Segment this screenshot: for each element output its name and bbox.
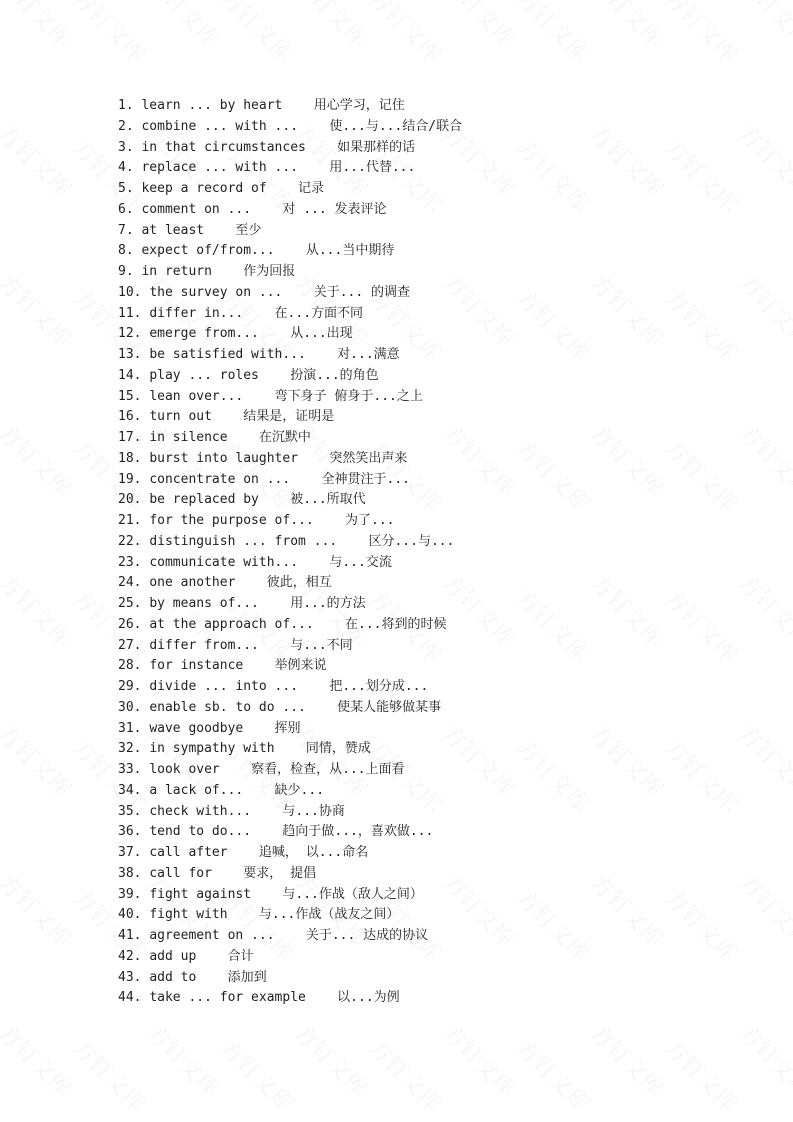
item-number: 16. [118,409,142,425]
chinese-translation: 要求， 提倡 [243,865,317,881]
chinese-translation: 全神贯注于... [321,471,410,487]
english-phrase: distinguish ... from ... [149,533,338,549]
item-number: 35. [118,803,142,819]
watermark-text [659,582,746,669]
watermark-text [585,0,672,54]
item-number: 40. [118,907,142,923]
english-phrase: take ... for example [149,990,306,1006]
item-number: 27. [118,637,142,653]
item-number: 33. [118,762,142,777]
watermark-text [585,267,672,354]
watermark-text [67,1032,154,1119]
english-phrase: lean over... [149,388,244,404]
item-number: 38. [118,865,142,881]
chinese-translation: 合计 [227,948,254,964]
watermark-text [733,0,793,54]
english-phrase: learn ... by heart [141,98,283,113]
list-item [118,656,462,677]
watermark-text [733,417,793,504]
chinese-translation: 对...满意 [337,347,400,362]
item-number: 34. [118,782,142,798]
item-number: 9. [118,264,134,279]
english-phrase: emerge from... [149,326,259,342]
list-item [118,760,462,781]
list-item [118,615,462,636]
watermark-text [585,417,672,504]
watermark-text [733,867,793,954]
list-item [118,283,462,304]
english-phrase: concentrate on ... [149,471,291,487]
english-phrase: turn out [149,409,212,425]
english-phrase: enable sb. to do ... [149,699,306,715]
chinese-translation: 突然笑出声来 [329,450,408,466]
item-number: 6. [118,201,134,217]
watermark-text [733,267,793,354]
chinese-translation: 察看，检查，从...上面看 [251,762,405,777]
chinese-translation: 被...所取代 [290,492,366,508]
chinese-translation: 与...协商 [282,803,345,819]
english-phrase: at the approach of... [149,616,314,632]
english-phrase: fight with [149,907,228,923]
list-item [118,407,462,428]
watermark-text [437,0,524,54]
list-item [118,698,462,719]
list-item [118,345,462,366]
item-number: 15. [118,388,142,404]
item-number: 1. [118,98,134,113]
phrase-list [118,96,462,1009]
chinese-translation: 用...的方法 [290,596,366,611]
list-item [118,905,462,926]
list-item [118,677,462,698]
english-phrase: look over [149,762,220,777]
watermark-text [511,282,598,369]
english-phrase: in sympathy with [149,741,275,757]
chinese-translation: 把...划分成... [329,679,429,694]
english-phrase: in silence [149,430,228,445]
chinese-translation: 区分...与... [368,533,455,549]
chinese-translation: 从...出现 [290,326,353,342]
english-phrase: play ... roles [149,367,259,383]
chinese-translation: 在...将到的时候 [345,616,447,632]
watermark-text [585,1017,672,1104]
english-phrase: a lack of... [149,782,244,798]
english-phrase: add to [149,969,197,985]
english-phrase: combine ... with ... [141,118,299,134]
list-item [118,781,462,802]
chinese-translation: 从...当中期待 [305,243,395,259]
chinese-translation: 用心学习，记住 [313,98,405,113]
list-item [118,511,462,532]
item-number: 20. [118,492,142,508]
watermark-text [0,717,80,804]
list-item [118,158,462,179]
chinese-translation: 使某人能够做某事 [337,699,442,715]
list-item [118,739,462,760]
chinese-translation: 如果那样的话 [337,139,416,155]
item-number: 5. [118,181,134,196]
watermark-text [659,1032,746,1119]
item-number: 19. [118,471,142,487]
item-number: 39. [118,886,142,902]
english-phrase: for instance [149,658,244,674]
list-item [118,947,462,968]
chinese-translation: 为了... [345,513,395,528]
item-number: 31. [118,720,142,736]
watermark-text [659,882,746,969]
chinese-translation: 结果是，证明是 [243,409,335,425]
chinese-translation: 挥别 [274,720,301,736]
watermark-text [0,117,80,204]
chinese-translation: 同情，赞成 [305,741,371,757]
english-phrase: agreement on ... [149,928,275,943]
item-number: 17. [118,430,142,445]
list-item [118,864,462,885]
watermark-text [363,0,450,69]
chinese-translation: 以...为例 [337,990,400,1006]
list-item [118,324,462,345]
english-phrase: differ in... [149,305,244,321]
english-phrase: differ from... [149,637,259,653]
chinese-translation: 使...与...结合/联合 [329,118,463,134]
english-phrase: for the purpose of... [149,513,314,528]
list-item [118,470,462,491]
english-phrase: wave goodbye [149,720,244,736]
watermark-text [585,867,672,954]
chinese-translation: 彼此，相互 [266,575,332,591]
english-phrase: add up [149,948,197,964]
english-phrase: be replaced by [149,492,259,508]
watermark-text [585,717,672,804]
english-phrase: expect of/from... [141,243,275,259]
english-phrase: call for [149,865,212,881]
list-item [118,594,462,615]
list-item [118,179,462,200]
list-item [118,428,462,449]
list-item [118,573,462,594]
english-phrase: fight against [149,886,252,902]
chinese-translation: 追喊， 以...命名 [258,845,369,860]
watermark-text [0,267,80,354]
item-number: 25. [118,596,142,611]
watermark-text [141,1017,228,1104]
item-number: 42. [118,948,142,964]
watermark-text [733,117,793,204]
watermark-text [659,132,746,219]
english-phrase: in that circumstances [141,139,306,155]
watermark-text [659,0,746,69]
english-phrase: check with... [149,803,252,819]
list-item [118,221,462,242]
list-item [118,304,462,325]
english-phrase: one another [149,575,236,591]
item-number: 3. [118,139,134,155]
watermark-text [659,432,746,519]
english-phrase: call after [149,845,228,860]
english-phrase: replace ... with ... [141,160,299,176]
item-number: 14. [118,367,142,383]
watermark-text [733,717,793,804]
chinese-translation: 弯下身子 俯身于...之上 [274,388,423,404]
watermark-text [733,567,793,654]
item-number: 41. [118,928,142,943]
list-item [118,988,462,1009]
item-number: 28. [118,658,142,674]
list-item [118,200,462,221]
item-number: 32. [118,741,142,757]
item-number: 10. [118,284,142,300]
chinese-translation: 添加到 [227,969,267,985]
chinese-translation: 缺少... [274,782,325,798]
item-number: 26. [118,616,142,632]
item-number: 7. [118,222,134,238]
list-item [118,926,462,947]
english-phrase: comment on ... [141,201,252,217]
watermark-text [585,567,672,654]
english-phrase: the survey on ... [149,284,283,300]
english-phrase: in return [141,264,212,279]
chinese-translation: 扮演...的角色 [290,367,379,383]
watermark-text [511,732,598,819]
list-item [118,449,462,470]
list-item [118,366,462,387]
list-item [118,719,462,740]
english-phrase: at least [141,222,205,238]
chinese-translation: 用...代替... [329,160,416,176]
watermark-text [511,0,598,69]
item-number: 11. [118,305,142,321]
watermark-text [289,0,376,54]
chinese-translation: 对 ... 发表评论 [282,201,387,217]
english-phrase: burst into laughter [149,450,299,466]
chinese-translation: 在沉默中 [258,430,311,445]
chinese-translation: 与...不同 [290,637,353,653]
chinese-translation: 与...作战（敌人之间） [282,886,423,902]
item-number: 13. [118,347,142,362]
watermark-text [733,1017,793,1104]
watermark-text [67,0,154,69]
watermark-text [659,732,746,819]
item-number: 23. [118,554,142,570]
english-phrase: by means of... [149,596,259,611]
list-item [118,490,462,511]
item-number: 37. [118,845,142,860]
item-number: 2. [118,118,134,134]
list-item [118,885,462,906]
item-number: 21. [118,513,142,528]
english-phrase: communicate with... [149,554,299,570]
watermark-text [215,0,302,69]
watermark-text [659,282,746,369]
watermark-text [511,582,598,669]
item-number: 30. [118,699,142,715]
english-phrase: be satisfied with... [149,347,306,362]
watermark-text [0,0,80,54]
list-item [118,117,462,138]
item-number: 29. [118,679,142,694]
watermark-text [289,1017,376,1104]
item-number: 4. [118,160,134,176]
list-item [118,96,462,117]
list-item [118,822,462,843]
watermark-text [0,867,80,954]
list-item [118,532,462,553]
watermark-text [0,417,80,504]
watermark-text [0,1017,80,1104]
list-item [118,968,462,989]
chinese-translation: 趋向于做...，喜欢做... [282,824,434,840]
watermark-text [511,1032,598,1119]
english-phrase: keep a record of [141,181,267,196]
list-item [118,843,462,864]
watermark-text [437,1017,524,1104]
chinese-translation: 至少 [235,222,262,238]
list-item [118,387,462,408]
list-item [118,241,462,262]
list-item [118,636,462,657]
watermark-text [585,117,672,204]
watermark-text [511,132,598,219]
item-number: 44. [118,990,142,1006]
chinese-translation: 关于... 达成的协议 [305,928,429,943]
watermark-text [511,882,598,969]
english-phrase: divide ... into ... [149,679,299,694]
english-phrase: tend to do... [149,824,252,840]
chinese-translation: 与...作战（战友之间） [258,907,400,923]
item-number: 24. [118,575,142,591]
list-item [118,262,462,283]
watermark-text [215,1032,302,1119]
watermark-text [141,0,228,54]
item-number: 12. [118,326,142,342]
chinese-translation: 作为回报 [243,264,296,279]
chinese-translation: 在...方面不同 [274,305,364,321]
chinese-translation: 记录 [298,181,325,196]
list-item [118,138,462,159]
watermark-text [363,1032,450,1119]
chinese-translation: 举例来说 [274,658,327,674]
item-number: 22. [118,533,142,549]
chinese-translation: 与...交流 [329,554,392,570]
watermark-text [0,567,80,654]
list-item [118,802,462,823]
watermark-text [511,432,598,519]
item-number: 8. [118,243,134,259]
list-item [118,553,462,574]
item-number: 36. [118,824,142,840]
chinese-translation: 关于... 的调查 [313,284,410,300]
item-number: 18. [118,450,142,466]
item-number: 43. [118,969,142,985]
